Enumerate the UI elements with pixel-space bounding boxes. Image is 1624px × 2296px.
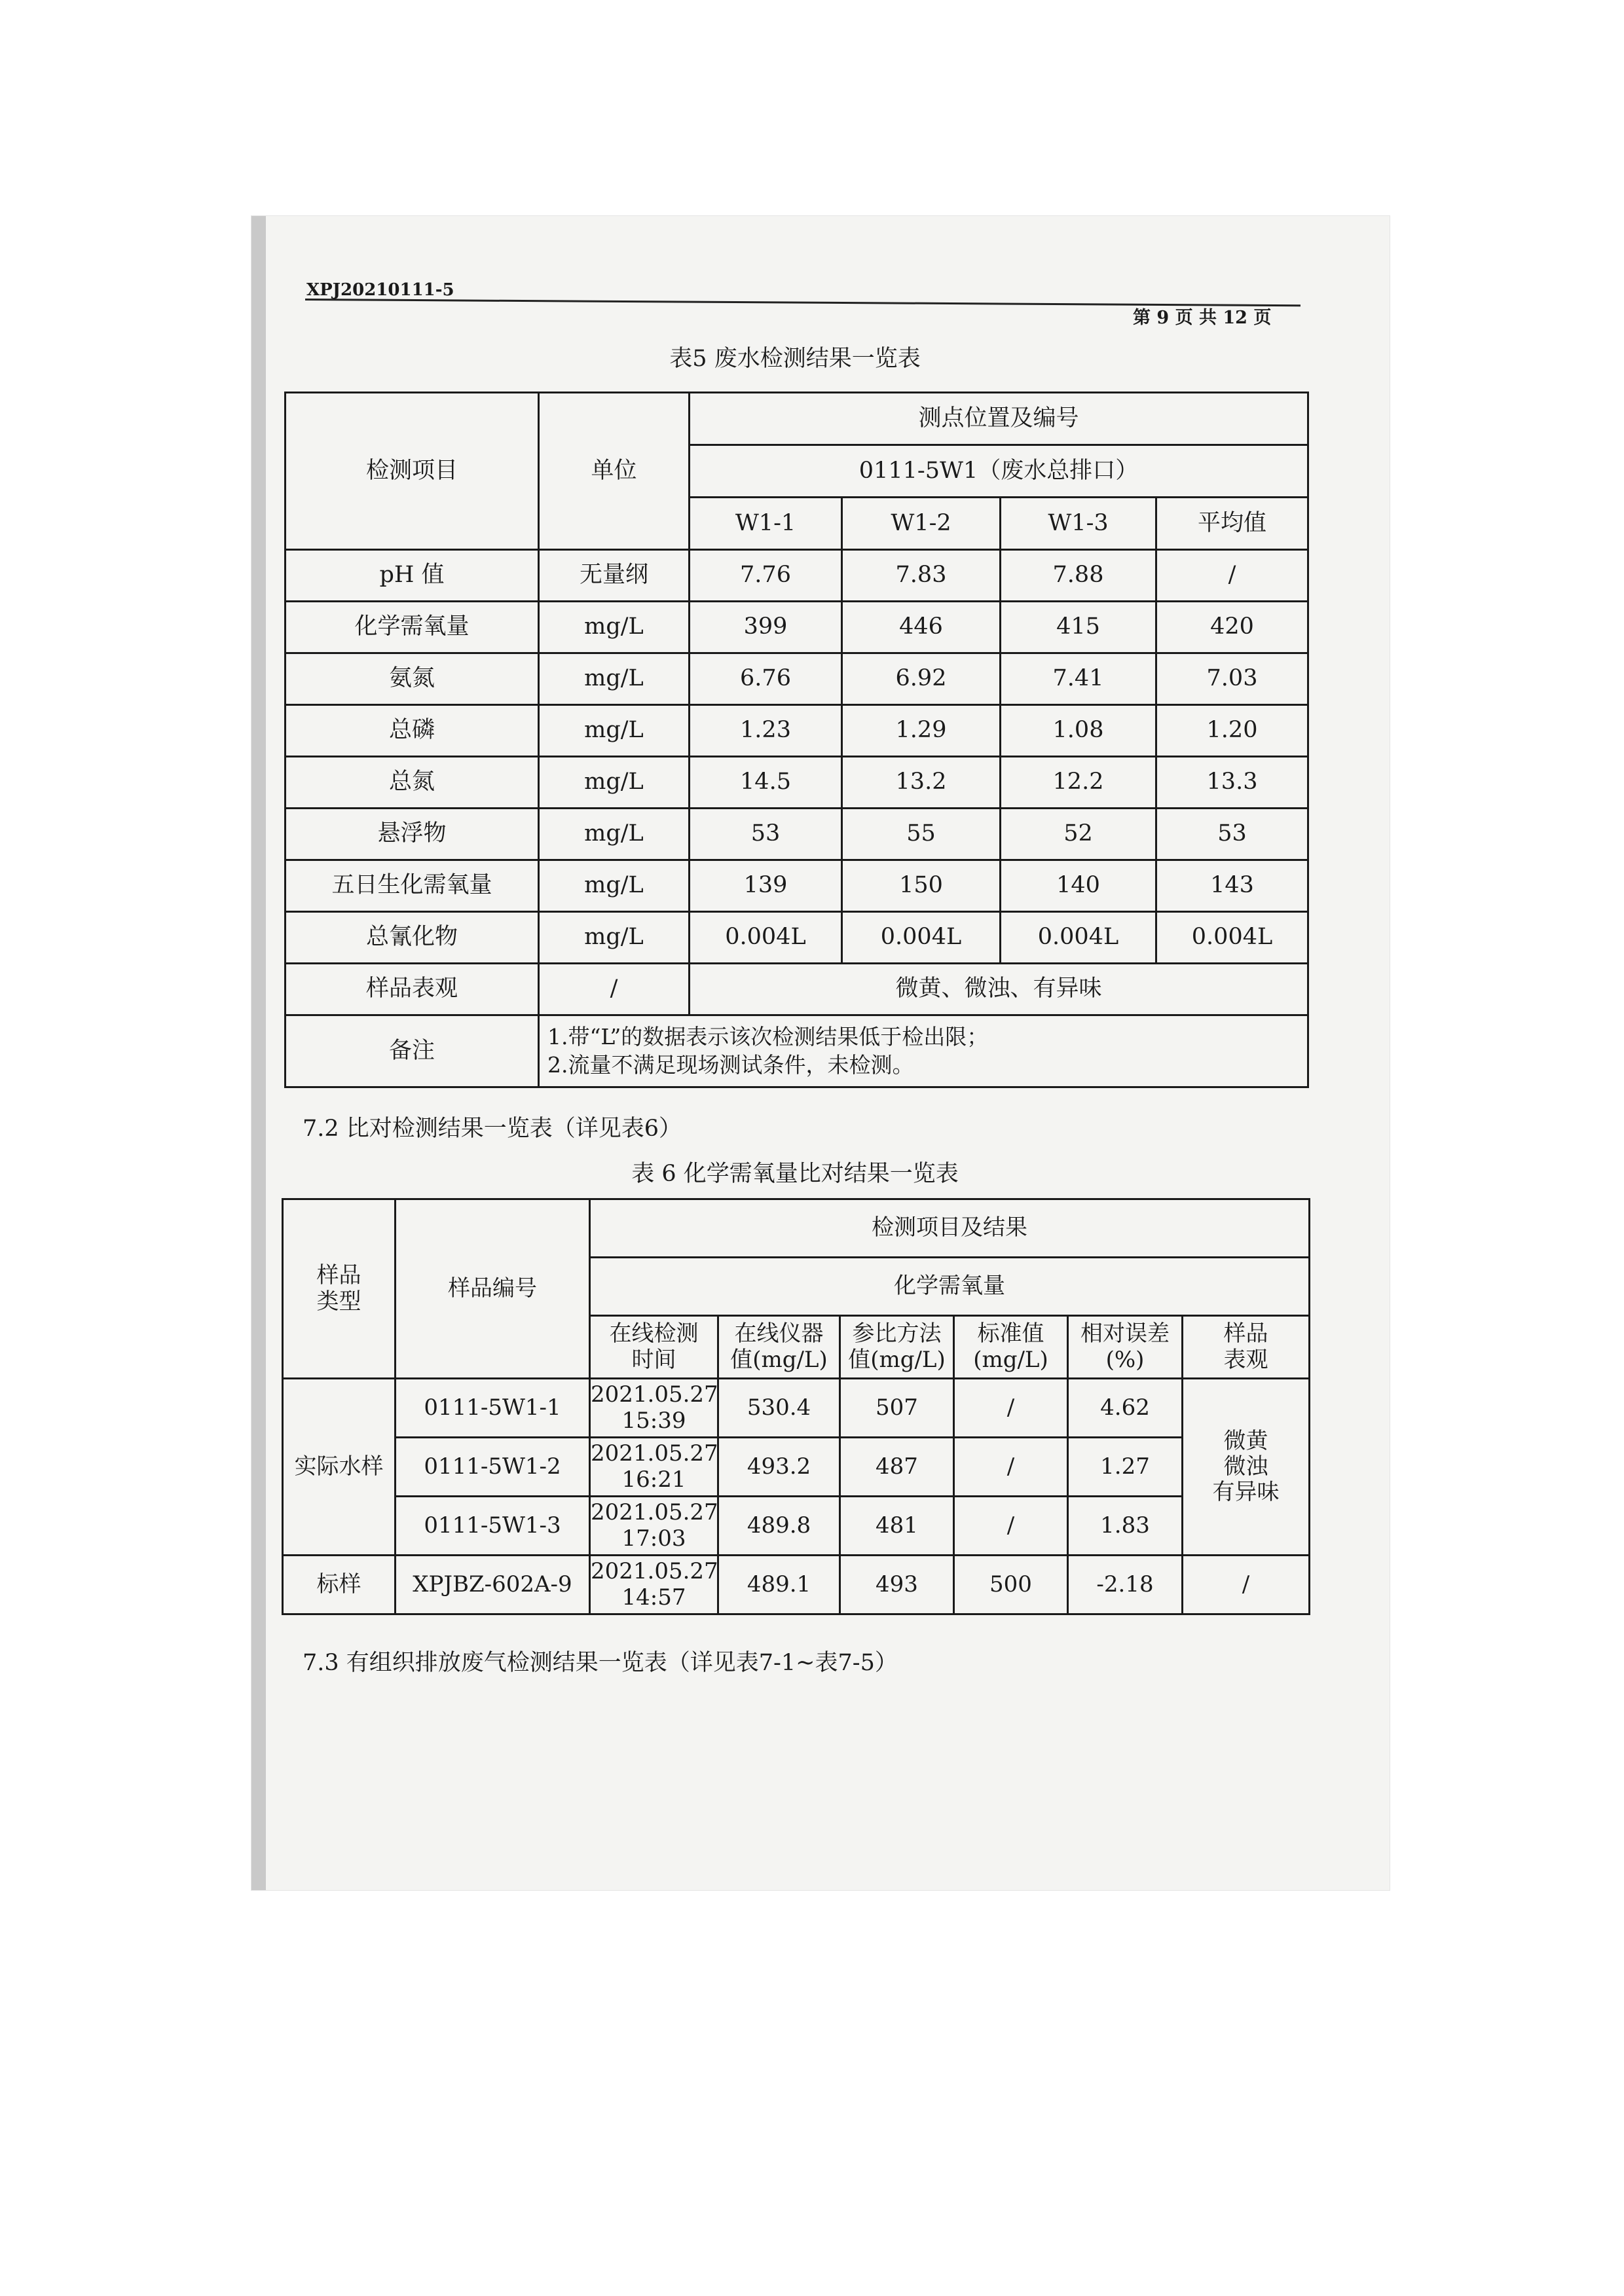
row-ref: 493 [840, 1556, 954, 1614]
row-ref: 507 [840, 1379, 954, 1438]
remark-line: 1.带“L”的数据表示该次检测结果低于检出限； [547, 1023, 989, 1049]
row-value: 14.5 [690, 757, 842, 809]
row-unit: mg/L [539, 809, 690, 860]
row-average: 420 [1156, 602, 1308, 653]
row-value: 6.76 [690, 653, 842, 705]
header-line: (%) [1105, 1346, 1145, 1373]
row-item: 总磷 [286, 705, 539, 757]
row-err: 1.83 [1068, 1497, 1183, 1556]
row-average: 7.03 [1156, 653, 1308, 705]
row-std: / [954, 1497, 1068, 1556]
row-date: 2021.05.27 [591, 1558, 718, 1585]
header-line: 类型 [316, 1288, 361, 1315]
table5-header-item: 检测项目 [286, 393, 539, 550]
row-value: 7.76 [690, 550, 842, 602]
row-item: 氨氮 [286, 653, 539, 705]
row-id: 0111-5W1-1 [396, 1379, 590, 1438]
row-time [590, 1379, 718, 1438]
row-online: 530.4 [718, 1379, 840, 1438]
row-date: 2021.05.27 [591, 1440, 718, 1467]
row-unit: mg/L [539, 860, 690, 912]
row-clock: 15:39 [621, 1407, 686, 1434]
table-row [286, 653, 1308, 705]
table6-subheader [1183, 1316, 1310, 1379]
row-value: 1.29 [842, 705, 1001, 757]
table6-subheader [590, 1316, 718, 1379]
row-value: 150 [842, 860, 1001, 912]
row-item: 总氰化物 [286, 912, 539, 964]
row-value: 0.004L [690, 912, 842, 964]
section-7-3-heading: 7.3 有组织排放废气检测结果一览表（详见表7-1~表7-5） [303, 1650, 898, 1676]
row-value: 6.92 [842, 653, 1001, 705]
page-edge-shadow [251, 216, 266, 1890]
row-item: 五日生化需氧量 [286, 860, 539, 912]
table6-subheader [718, 1316, 840, 1379]
row-average: 143 [1156, 860, 1308, 912]
table6-subheader [1068, 1316, 1183, 1379]
header-line: 时间 [631, 1346, 676, 1373]
row-value: 1.23 [690, 705, 842, 757]
appearance-unit: / [539, 964, 690, 1015]
header-line: 相对误差 [1080, 1321, 1170, 1347]
row-value: 140 [1001, 860, 1156, 912]
row-time [590, 1556, 718, 1614]
row-unit: mg/L [539, 757, 690, 809]
row-date: 2021.05.27 [591, 1499, 718, 1526]
header-line: (mg/L) [973, 1346, 1048, 1373]
row-time [590, 1438, 718, 1497]
appearance-line: 有异味 [1212, 1479, 1280, 1506]
row-value: 446 [842, 602, 1001, 653]
row-err: -2.18 [1068, 1556, 1183, 1614]
row-value: 12.2 [1001, 757, 1156, 809]
table5-subheader: W1-2 [842, 498, 1001, 550]
table-row [283, 1438, 1310, 1497]
table-row [286, 757, 1308, 809]
table-row [286, 964, 1308, 1015]
row-value: 0.004L [1001, 912, 1156, 964]
row-average: 53 [1156, 809, 1308, 860]
row-value: 7.41 [1001, 653, 1156, 705]
remark-line: 2.流量不满足现场测试条件，未检测。 [547, 1051, 914, 1078]
row-value: 55 [842, 809, 1001, 860]
header-line: 样品 [316, 1262, 361, 1289]
table5-header-unit: 单位 [539, 393, 690, 550]
row-unit: mg/L [539, 653, 690, 705]
row-value: 1.08 [1001, 705, 1156, 757]
row-item: 化学需氧量 [286, 602, 539, 653]
row-value: 415 [1001, 602, 1156, 653]
appearance-label: 样品表观 [286, 964, 539, 1015]
table6-caption: 表 6 化学需氧量比对结果一览表 [631, 1161, 959, 1187]
table-row [286, 860, 1308, 912]
table6-header-id: 样品编号 [396, 1199, 590, 1379]
table5 [284, 392, 1309, 1088]
row-value: 7.88 [1001, 550, 1156, 602]
remark-text [539, 1015, 1308, 1087]
row-value: 53 [690, 809, 842, 860]
table-row [286, 550, 1308, 602]
table5-caption: 表5 废水检测结果一览表 [669, 346, 921, 372]
table5-subheader: W1-1 [690, 498, 842, 550]
row-appearance: / [1183, 1556, 1310, 1614]
appearance-line: 微浊 [1223, 1453, 1268, 1480]
header-line: 表观 [1223, 1346, 1268, 1373]
row-unit: mg/L [539, 912, 690, 964]
row-id: XPJBZ-602A-9 [396, 1556, 590, 1614]
table-row [283, 1379, 1310, 1438]
row-clock: 17:03 [621, 1525, 686, 1552]
table6-header-type [283, 1199, 396, 1379]
table6-subheader [954, 1316, 1068, 1379]
page-number: 第 9 页 共 12 页 [1133, 308, 1272, 328]
table6-header-group: 检测项目及结果 [590, 1199, 1310, 1258]
header-line: 标准值 [977, 1321, 1044, 1347]
table-row [286, 912, 1308, 964]
section-7-2-heading: 7.2 比对检测结果一览表（详见表6） [303, 1116, 682, 1142]
row-std: / [954, 1379, 1068, 1438]
row-value: 52 [1001, 809, 1156, 860]
row-clock: 14:57 [621, 1584, 686, 1611]
row-std: 500 [954, 1556, 1068, 1614]
header-line: 在线仪器 [734, 1321, 824, 1347]
row-unit: mg/L [539, 705, 690, 757]
row-err: 4.62 [1068, 1379, 1183, 1438]
header-line: 在线检测 [609, 1321, 699, 1347]
row-average: / [1156, 550, 1308, 602]
header-line: 值(mg/L) [848, 1346, 946, 1373]
row-average: 0.004L [1156, 912, 1308, 964]
row-item: pH 值 [286, 550, 539, 602]
header-line: 参比方法 [852, 1321, 942, 1347]
standard-sample-label: 标样 [283, 1556, 396, 1614]
table-row [283, 1497, 1310, 1556]
row-id: 0111-5W1-3 [396, 1497, 590, 1556]
row-item: 总氮 [286, 757, 539, 809]
header-line: 样品 [1223, 1321, 1268, 1347]
header-line: 值(mg/L) [730, 1346, 828, 1373]
table-row [286, 1015, 1308, 1087]
table5-location-id: 0111-5W1（废水总排口） [690, 445, 1308, 498]
row-time [590, 1497, 718, 1556]
row-value: 139 [690, 860, 842, 912]
row-value: 13.2 [842, 757, 1001, 809]
row-unit: mg/L [539, 602, 690, 653]
row-value: 7.83 [842, 550, 1001, 602]
row-value: 399 [690, 602, 842, 653]
row-online: 489.8 [718, 1497, 840, 1556]
table5-subheader: 平均值 [1156, 498, 1308, 550]
row-online: 489.1 [718, 1556, 840, 1614]
table-row [286, 602, 1308, 653]
remark-label: 备注 [286, 1015, 539, 1087]
row-err: 1.27 [1068, 1438, 1183, 1497]
row-unit: 无量纲 [539, 550, 690, 602]
table-row [286, 809, 1308, 860]
row-std: / [954, 1438, 1068, 1497]
row-item: 悬浮物 [286, 809, 539, 860]
actual-sample-appearance [1183, 1379, 1310, 1556]
row-ref: 481 [840, 1497, 954, 1556]
row-id: 0111-5W1-2 [396, 1438, 590, 1497]
row-average: 13.3 [1156, 757, 1308, 809]
row-average: 1.20 [1156, 705, 1308, 757]
actual-sample-label: 实际水样 [283, 1379, 396, 1556]
row-clock: 16:21 [621, 1466, 686, 1493]
row-value: 0.004L [842, 912, 1001, 964]
document-id: XPJ20210111-5 [306, 280, 454, 300]
appearance-line: 微黄 [1223, 1427, 1268, 1454]
table5-header-location: 测点位置及编号 [690, 393, 1308, 445]
appearance-value: 微黄、微浊、有异味 [690, 964, 1308, 1015]
row-online: 493.2 [718, 1438, 840, 1497]
table-row [286, 705, 1308, 757]
table6-header-cod: 化学需氧量 [590, 1258, 1310, 1316]
table-row [283, 1556, 1310, 1614]
table6-subheader [840, 1316, 954, 1379]
row-date: 2021.05.27 [591, 1381, 718, 1408]
table5-subheader: W1-3 [1001, 498, 1156, 550]
row-ref: 487 [840, 1438, 954, 1497]
table6 [282, 1198, 1310, 1615]
